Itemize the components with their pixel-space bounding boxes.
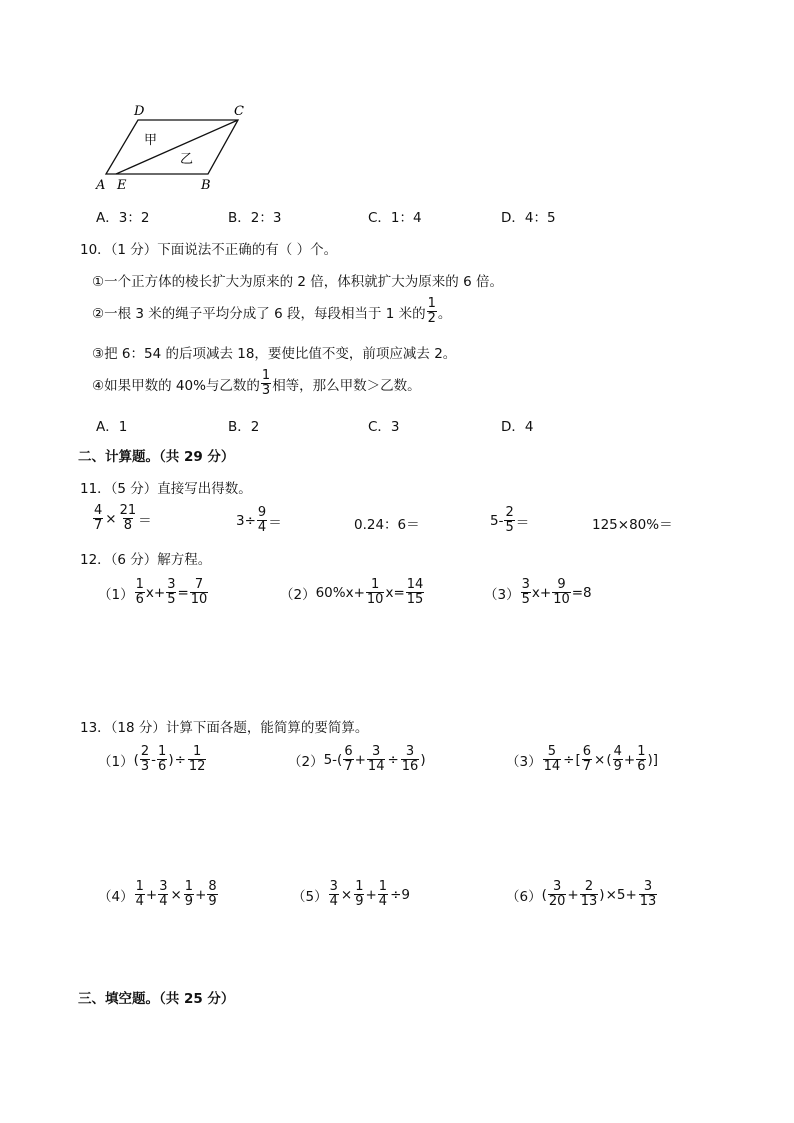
- fraction: [93, 504, 103, 533]
- frac-num: 9: [257, 505, 267, 520]
- paren-close: ): [420, 751, 426, 768]
- diagonal-line: [116, 120, 238, 174]
- frac-num: 3: [521, 577, 530, 592]
- fraction: [135, 880, 145, 909]
- q10-statement-2: [92, 297, 451, 326]
- paren-open: (: [541, 886, 547, 903]
- fraction: [552, 578, 571, 607]
- variable: x+: [531, 584, 552, 601]
- fraction: [207, 880, 217, 909]
- q10-option-b: B．2: [228, 419, 260, 435]
- fraction: [521, 578, 531, 607]
- fraction: [343, 745, 353, 774]
- frac-den: 13: [639, 894, 657, 909]
- fraction: [548, 880, 567, 909]
- frac-num: 1: [193, 744, 202, 759]
- fraction: [401, 745, 420, 774]
- region-jia: 甲: [144, 133, 158, 148]
- frac-den: 16: [401, 759, 419, 774]
- q10-statement-4: [92, 369, 421, 398]
- label-C: C: [234, 104, 244, 119]
- q10-option-d: D．4: [501, 419, 534, 435]
- section-3-title: 三、填空题。（共 25 分）: [78, 991, 235, 1007]
- operator: ×: [170, 886, 182, 903]
- frac-num: 3: [643, 879, 653, 894]
- q12-part-1: [98, 578, 209, 607]
- frac-den: 5: [167, 592, 176, 607]
- frac-den: 7: [344, 759, 353, 774]
- variable: x+: [145, 584, 166, 601]
- equals: ＝: [138, 512, 152, 529]
- q10-s4-end: 相等，那么甲数＞乙数。: [272, 377, 421, 394]
- frac-num: 3: [159, 879, 168, 894]
- q10-stem: 10．（1 分）下面说法不正确的有（ ）个。: [80, 242, 338, 258]
- operator: +: [623, 751, 636, 768]
- q13-stem: 13．（18 分）计算下面各题，能简算的要简算。: [80, 720, 369, 736]
- equals: =8: [571, 584, 592, 601]
- frac-den: 9: [184, 894, 194, 909]
- frac-den: 3: [140, 759, 150, 774]
- paren-open: (: [606, 751, 612, 768]
- q13-part-1: [98, 745, 207, 774]
- q10-s4-fraction: [261, 369, 271, 398]
- frac-num: 3: [553, 879, 562, 894]
- frac-num: 3: [405, 744, 415, 759]
- frac-den: 9: [613, 759, 622, 774]
- frac-num: 6: [344, 744, 353, 759]
- fraction: [158, 880, 168, 909]
- frac-den: 15: [406, 592, 424, 607]
- part-label: （2）: [280, 586, 316, 603]
- frac-num: 2: [140, 744, 150, 759]
- q12-stem: 12．（6 分）解方程。: [80, 552, 212, 568]
- operator: ÷9: [390, 886, 410, 903]
- part-label: （2）: [288, 753, 324, 770]
- frac-den: 4: [257, 520, 267, 535]
- equals: ＝: [515, 514, 530, 531]
- q11-expr-1: [92, 504, 152, 533]
- fraction: [504, 506, 514, 535]
- q11-expr-5: 125×80%＝: [592, 517, 673, 533]
- frac-den: 10: [553, 592, 570, 607]
- frac-den: 7: [582, 759, 592, 774]
- q10-option-c: C．3: [368, 419, 400, 435]
- q13-part-5: [292, 880, 411, 909]
- q10-s2-fraction: [427, 297, 437, 326]
- operator: ×5+: [605, 886, 637, 903]
- q11-expr-4: [490, 506, 529, 535]
- operator: ÷: [387, 751, 399, 768]
- fraction: [367, 745, 386, 774]
- frac-num: 9: [557, 577, 566, 592]
- paren-open: (: [133, 751, 139, 768]
- frac-den: 4: [329, 894, 338, 909]
- frac-den: 14: [367, 759, 385, 774]
- q10-statement-1: ①一个正方体的棱长扩大为原来的 2 倍，体积就扩大为原来的 6 倍。: [92, 274, 503, 290]
- fraction: [157, 745, 167, 774]
- paren-close: ): [599, 886, 605, 903]
- fraction: [366, 578, 385, 607]
- operator: ×: [105, 510, 117, 527]
- region-yi: 乙: [180, 152, 194, 167]
- frac-num: 1: [135, 577, 144, 592]
- part-label: （5）: [292, 888, 328, 905]
- frac-num: 14: [406, 577, 424, 592]
- q10-option-a: A．1: [96, 419, 128, 435]
- frac-num: 2: [584, 879, 594, 894]
- frac-num: 4: [94, 503, 103, 518]
- frac-den: 9: [355, 894, 364, 909]
- fraction: [580, 880, 599, 909]
- fraction: [166, 578, 176, 607]
- frac-den: 4: [378, 894, 388, 909]
- label-E: E: [117, 178, 127, 193]
- fraction: [543, 745, 562, 774]
- q11-stem: 11．（5 分）直接写出得数。: [80, 481, 252, 497]
- fraction: [188, 745, 207, 774]
- frac-den: 2: [427, 311, 436, 326]
- frac-den: 5: [505, 520, 514, 535]
- frac-num: 1: [637, 744, 646, 759]
- frac-den: 10: [190, 592, 208, 607]
- parallelogram-figure: [88, 100, 258, 199]
- fraction: [639, 880, 658, 909]
- q13-part-3: [506, 745, 658, 774]
- part-label: （3）: [506, 753, 542, 770]
- frac-den: 3: [261, 383, 271, 398]
- q9-option-c: C．1：4: [368, 210, 422, 226]
- frac-den: 6: [637, 759, 646, 774]
- operator: +: [567, 886, 579, 903]
- frac-den: 6: [158, 759, 167, 774]
- paren-close: )]: [647, 751, 659, 768]
- fraction: [257, 506, 267, 535]
- q11-expr-2: [236, 506, 282, 535]
- bracket-open: [: [575, 751, 581, 768]
- fraction: [354, 880, 364, 909]
- q13-part-4: [98, 880, 219, 909]
- part-label: （6）: [506, 888, 542, 905]
- q10-s4-text: ④如果甲数的 40%与乙数的: [92, 377, 260, 394]
- q10-statement-3: ③把 6：54 的后项减去 18，要使比值不变，前项应减去 2。: [92, 346, 457, 362]
- q12-part-3: [484, 578, 592, 607]
- q13-part-2: [288, 745, 426, 774]
- q12-part-2: [280, 578, 425, 607]
- parallelogram-svg: [88, 100, 258, 195]
- label-B: B: [201, 178, 211, 193]
- expr-prefix: 5-(: [323, 751, 343, 768]
- fraction: [582, 745, 592, 774]
- fraction: [140, 745, 150, 774]
- expr-prefix: 3÷: [236, 512, 256, 529]
- q13-part-6: [506, 880, 658, 909]
- label-A: A: [96, 178, 106, 193]
- frac-num: 1: [378, 879, 388, 894]
- frac-num: 6: [582, 744, 592, 759]
- frac-num: 2: [505, 505, 514, 520]
- frac-num: 4: [613, 744, 622, 759]
- operator: +: [354, 751, 366, 768]
- fraction: [119, 504, 138, 533]
- label-D: D: [134, 104, 145, 119]
- frac-num: 1: [135, 879, 144, 894]
- fraction: [378, 880, 388, 909]
- q10-s2-text: ②一根 3 米的绳子平均分成了 6 段，每段相当于 1 米的: [92, 305, 426, 322]
- frac-num: 1: [158, 744, 167, 759]
- frac-num: 1: [371, 577, 380, 592]
- paren-close: ): [168, 751, 174, 768]
- frac-den: 5: [521, 592, 530, 607]
- operator: +: [145, 886, 158, 903]
- frac-den: 9: [208, 894, 217, 909]
- fraction: [406, 578, 425, 607]
- frac-num: 7: [194, 577, 204, 592]
- fraction: [190, 578, 209, 607]
- fraction: [184, 880, 194, 909]
- frac-num: 1: [355, 879, 364, 894]
- equals: =: [177, 584, 189, 601]
- frac-num: 21: [119, 503, 137, 518]
- frac-num: 3: [372, 744, 381, 759]
- frac-num: 1: [261, 368, 271, 383]
- frac-num: 3: [167, 577, 176, 592]
- frac-den: 14: [543, 759, 561, 774]
- frac-den: 12: [188, 759, 206, 774]
- fraction: [613, 745, 623, 774]
- frac-num: 8: [208, 879, 217, 894]
- q11-expr-3: 0.24：6＝: [354, 517, 420, 533]
- operator: -: [151, 751, 157, 768]
- q9-option-a: A．3：2: [96, 210, 150, 226]
- frac-den: 7: [94, 518, 103, 533]
- part-label: （3）: [484, 586, 520, 603]
- operator: ×: [340, 886, 353, 903]
- operator: +: [195, 886, 207, 903]
- equals: ＝: [268, 514, 282, 531]
- part-label: （1）: [98, 586, 134, 603]
- frac-den: 6: [135, 592, 144, 607]
- q9-option-b: B．2：3: [228, 210, 282, 226]
- operator: ÷: [563, 751, 575, 768]
- operator: ÷: [174, 751, 186, 768]
- fraction: [135, 578, 145, 607]
- frac-den: 10: [366, 592, 384, 607]
- q10-s2-end: 。: [437, 305, 452, 322]
- expr-prefix: 5-: [490, 512, 504, 529]
- fraction: [329, 880, 339, 909]
- expr-prefix: 60%x+: [315, 584, 365, 601]
- operator: +: [365, 886, 377, 903]
- frac-den: 4: [159, 894, 168, 909]
- q9-option-d: D．4：5: [501, 210, 556, 226]
- operator: ×: [594, 751, 606, 768]
- frac-den: 20: [548, 894, 566, 909]
- section-2-title: 二、计算题。（共 29 分）: [78, 449, 235, 465]
- fraction: [636, 745, 646, 774]
- variable: x=: [385, 584, 405, 601]
- frac-den: 8: [123, 518, 132, 533]
- frac-den: 13: [580, 894, 598, 909]
- frac-num: 1: [184, 879, 194, 894]
- frac-num: 1: [427, 296, 436, 311]
- part-label: （1）: [98, 753, 134, 770]
- frac-num: 5: [547, 744, 556, 759]
- part-label: （4）: [98, 888, 134, 905]
- frac-den: 4: [135, 894, 144, 909]
- frac-num: 3: [329, 879, 338, 894]
